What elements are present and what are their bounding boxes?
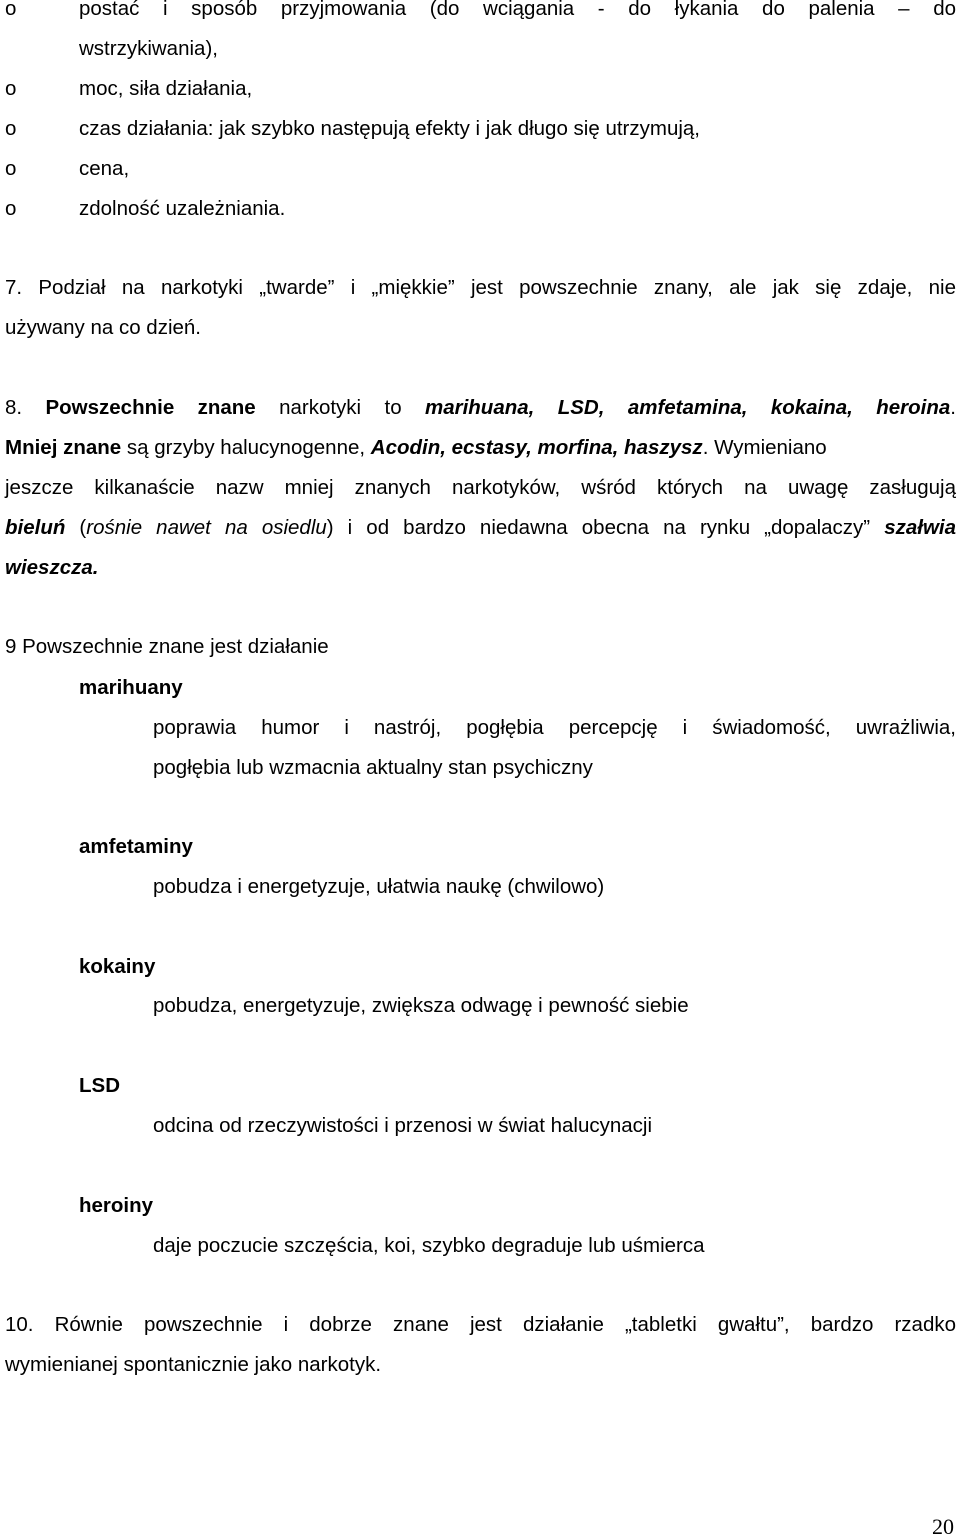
drug-term: kokainy: [79, 955, 156, 978]
drug-name-emphasis: szałwia: [884, 516, 956, 539]
text-run: .: [950, 396, 956, 419]
paragraph-8-line: [5, 436, 956, 460]
paragraph-10-line: 10. Równie powszechnie i dobrze znane jest działanie „tabletki gwałtu”, bardzo rzadko: [5, 1313, 956, 1336]
italic-text: rośnie nawet na osiedlu: [86, 516, 327, 539]
drug-names-emphasis: marihuana, LSD, amfetamina, kokaina, heroina: [424, 396, 951, 419]
list-item-text: zdolność uzależniania.: [79, 197, 286, 220]
bold-text: Powszechnie znane: [45, 396, 256, 419]
list-item-text: moc, siła działania,: [79, 77, 253, 100]
drug-term: marihuany: [79, 676, 183, 699]
drug-effect-description: odcina od rzeczywistości i przenosi w świat halucynacji: [153, 1114, 653, 1137]
drug-effect-description: pobudza, energetyzuje, zwiększa odwagę i pewność siebie: [153, 994, 689, 1017]
bullet-circle-icon: o: [5, 157, 17, 180]
text-run: są grzyby halucynogenne,: [121, 436, 371, 459]
text-run: 8.: [5, 396, 46, 419]
drug-term: amfetaminy: [79, 835, 193, 858]
paragraph-9-intro: 9 Powszechnie znane jest działanie: [5, 635, 329, 658]
page-number: 20: [932, 1514, 954, 1539]
text-run: . Wymieniano: [702, 436, 827, 459]
paragraph-7-line: 7. Podział na narkotyki „twarde” i „miękkie” jest powszechnie znany, ale jak się zdaje, nie: [5, 276, 956, 299]
drug-name-emphasis: bieluń: [5, 516, 66, 539]
bold-text: Mniej znane: [5, 436, 122, 459]
list-item-text: postać i sposób przyjmowania (do wciągania - do łykania do palenia – do: [79, 0, 956, 20]
drug-effect-description: pogłębia lub wzmacnia aktualny stan psychiczny: [153, 756, 593, 779]
bullet-circle-icon: o: [5, 77, 17, 100]
list-item-text: czas działania: jak szybko następują efekty i jak długo się utrzymują,: [79, 117, 701, 140]
text-run: (: [65, 516, 87, 539]
text-run: narkotyki to: [255, 396, 425, 419]
drug-names-emphasis: Acodin, ecstasy, morfina, haszysz: [370, 436, 703, 459]
paragraph-8-line: [5, 516, 956, 540]
drug-effect-description: pobudza i energetyzuje, ułatwia naukę (chwilowo): [153, 875, 605, 898]
bullet-circle-icon: o: [5, 117, 17, 140]
drug-term: LSD: [79, 1074, 120, 1097]
drug-term: heroiny: [79, 1194, 154, 1217]
paragraph-8-line: [5, 396, 956, 420]
paragraph-8-line: wieszcza.: [5, 556, 99, 579]
paragraph-7-line: używany na co dzień.: [5, 316, 202, 339]
list-item-text: cena,: [79, 157, 130, 180]
paragraph-10-line: wymienianej spontanicznie jako narkotyk.: [5, 1353, 382, 1376]
bullet-circle-icon: o: [5, 0, 17, 20]
drug-effect-description: daje poczucie szczęścia, koi, szybko degraduje lub uśmierca: [153, 1234, 705, 1257]
drug-effect-description: poprawia humor i nastrój, pogłębia percepcję i świadomość, uwrażliwia,: [153, 716, 956, 739]
bullet-circle-icon: o: [5, 197, 17, 220]
paragraph-8-line: jeszcze kilkanaście nazw mniej znanych narkotyków, wśród których na uwagę zasługują: [5, 476, 956, 499]
list-item-text: wstrzykiwania),: [79, 37, 218, 60]
text-run: ) i od bardzo niedawna obecna na rynku „dopalaczy”: [326, 516, 885, 539]
